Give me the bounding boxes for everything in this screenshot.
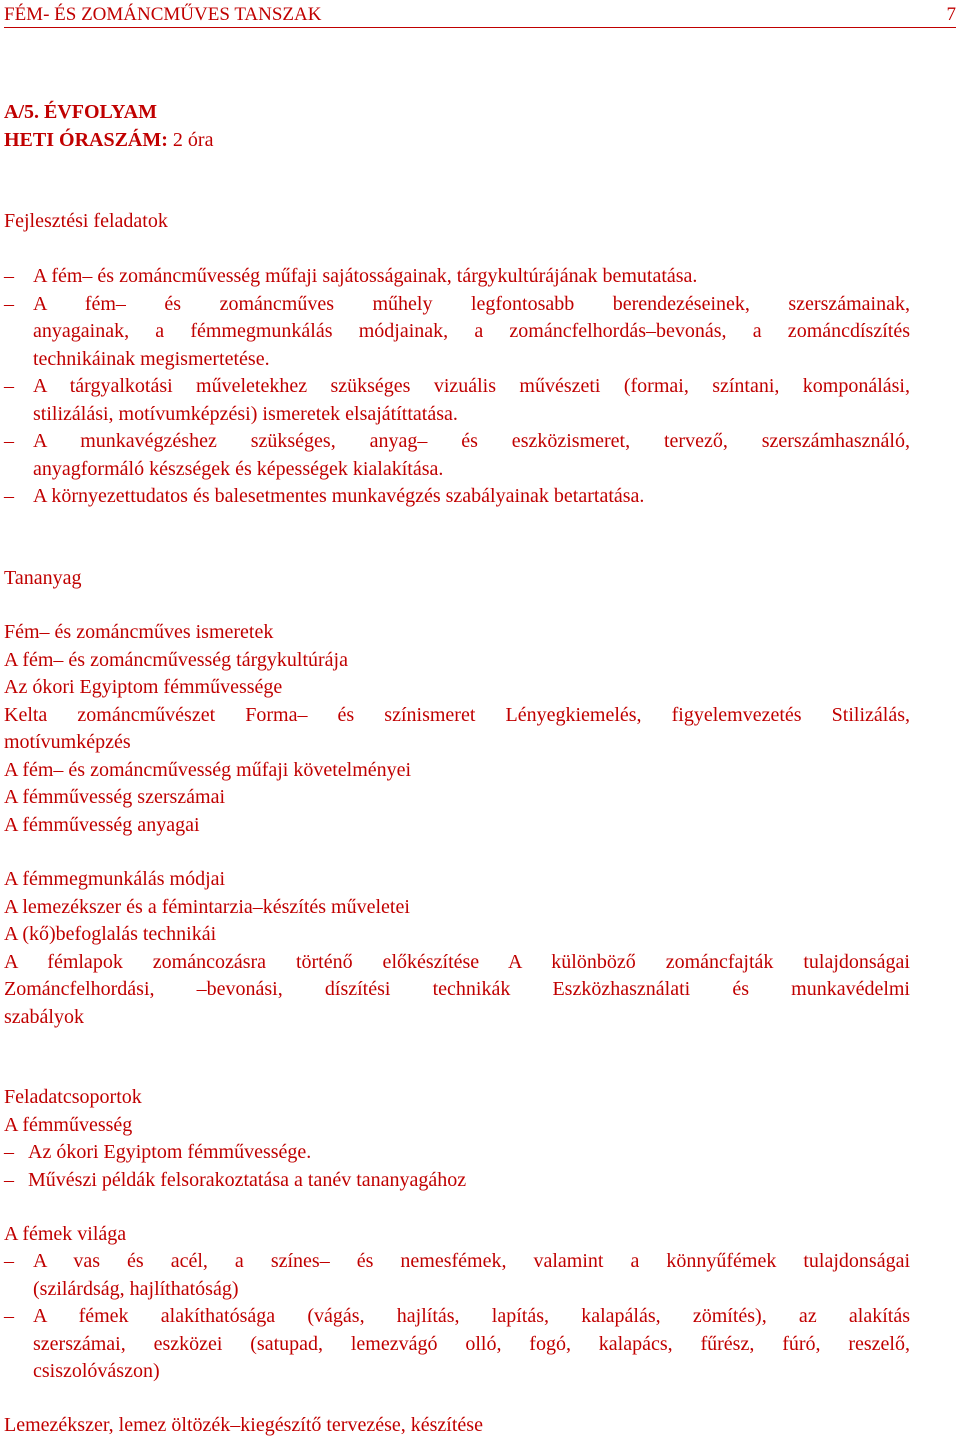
- dash-bullet: –: [4, 292, 14, 315]
- item-line: A tárgyalkotási műveletekhez szükséges vizuális művészeti (formai, színtani, komponálási,: [33, 375, 910, 397]
- item-line: Művészi példák felsorakoztatása a tanév tananyagához: [28, 1168, 467, 1191]
- item-line: anyagainak, a fémmegmunkálás módjainak, a zománcfelhordás–bevonás, a zománcdíszítés: [33, 320, 910, 342]
- curriculum-line: szabályok: [4, 1005, 84, 1028]
- task-group-title: A fémművesség: [4, 1113, 133, 1136]
- page-number: 7: [946, 4, 956, 25]
- item-line: stilizálási, motívumképzési) ismeretek elsajátíttatása.: [33, 402, 458, 425]
- development-heading: Fejlesztési feladatok: [4, 210, 168, 232]
- curriculum-line: Fém– és zománcműves ismeretek: [4, 621, 274, 643]
- curriculum-line: A fém– és zománcművesség tárgykultúrája: [4, 648, 348, 671]
- curriculum-group-1: [4, 619, 910, 839]
- task-group-2-list: [4, 1248, 910, 1386]
- list-item: [4, 428, 910, 483]
- item-line: anyagformáló készségek és képességek kialakítása.: [33, 457, 444, 480]
- dash-bullet: –: [4, 1141, 14, 1163]
- development-list: [4, 263, 910, 511]
- grade-label: A/5. ÉVFOLYAM: [4, 101, 157, 123]
- dash-bullet: –: [4, 430, 14, 452]
- list-item: [4, 1167, 910, 1195]
- list-item: [4, 263, 910, 291]
- item-line: A munkavégzéshez szükséges, anyag– és eszközismeret, tervező, szerszámhasználó,: [33, 430, 910, 452]
- dash-bullet: –: [4, 1305, 14, 1327]
- dash-bullet: –: [4, 485, 14, 507]
- dash-bullet: –: [4, 265, 14, 287]
- list-item: [4, 1303, 910, 1386]
- curriculum-line: motívumképzés: [4, 731, 131, 753]
- running-header: [4, 2, 956, 28]
- item-line: A fém– és zománcműves műhely legfontosabb berendezéseinek, szerszámainak,: [33, 292, 910, 315]
- curriculum-heading: Tananyag: [4, 567, 82, 589]
- list-item: [4, 1139, 910, 1167]
- dash-bullet: –: [4, 1250, 14, 1272]
- item-line: Az ókori Egyiptom fémművessége.: [28, 1141, 312, 1163]
- tasks-block: [4, 1084, 910, 1139]
- curriculum-line: A fém– és zománcművesség műfaji követelményei: [4, 758, 412, 781]
- list-item: [4, 483, 910, 511]
- item-line: A vas és acél, a színes– és nemesfémek, valamint a könnyűfémek tulajdonságai: [33, 1250, 910, 1272]
- item-line: (szilárdság, hajlíthatóság): [33, 1277, 239, 1300]
- item-line: csiszolóvászon): [33, 1360, 160, 1382]
- item-line: A fém– és zománcművesség műfaji sajátosságainak, tárgykultúrájának bemutatása.: [33, 265, 698, 287]
- curriculum-line: A fémmegmunkálás módjai: [4, 868, 226, 890]
- task-group-1-list: [4, 1139, 910, 1194]
- grade-block: [4, 99, 910, 154]
- item-line: A fémek alakíthatósága (vágás, hajlítás, lapítás, kalapálás, zömítés), az alakítás: [33, 1305, 910, 1327]
- weekly-hours: [4, 127, 910, 155]
- curriculum-line: A fémművesség anyagai: [4, 813, 200, 836]
- curriculum-line: Az ókori Egyiptom fémművessége: [4, 676, 283, 698]
- department-title: FÉM- ÉS ZOMÁNCMŰVES TANSZAK: [4, 4, 322, 25]
- curriculum-group-2: [4, 866, 910, 1031]
- weekly-hours-value: 2 óra: [167, 128, 214, 151]
- item-line: A környezettudatos és balesetmentes munkavégzés szabályainak betartatása.: [33, 485, 645, 507]
- task-group-2-title: A fémek világa: [4, 1223, 127, 1245]
- list-item: [4, 373, 910, 428]
- list-item: [4, 1248, 910, 1303]
- curriculum-line: Kelta zománcművészet Forma– és színismeret Lényegkiemelés, figyelemvezetés Stilizálás,: [4, 703, 910, 726]
- list-item: [4, 291, 910, 374]
- weekly-hours-label: HETI ÓRASZÁM:: [4, 128, 168, 151]
- dash-bullet: –: [4, 375, 14, 397]
- task-group-3-title: Lemezékszer, lemez öltözék–kiegészítő tervezése, készítése: [4, 1414, 483, 1436]
- curriculum-line: A (kő)befoglalás technikái: [4, 923, 217, 945]
- item-line: szerszámai, eszközei (satupad, lemezvágó olló, fogó, kalapács, fűrész, fúró, reszelő,: [33, 1332, 910, 1355]
- curriculum-line: A fémlapok zománcozásra történő előkészítése A különböző zománcfajták tulajdonságai: [4, 950, 910, 973]
- curriculum-line: Zománcfelhordási, –bevonási, díszítési technikák Eszközhasználati és munkavédelmi: [4, 978, 910, 1000]
- curriculum-line: A fémművesség szerszámai: [4, 786, 226, 808]
- item-line: technikáinak megismertetése.: [33, 347, 270, 370]
- curriculum-line: A lemezékszer és a fémintarzia–készítés műveletei: [4, 895, 410, 918]
- dash-bullet: –: [4, 1168, 14, 1191]
- tasks-heading: Feladatcsoportok: [4, 1086, 142, 1108]
